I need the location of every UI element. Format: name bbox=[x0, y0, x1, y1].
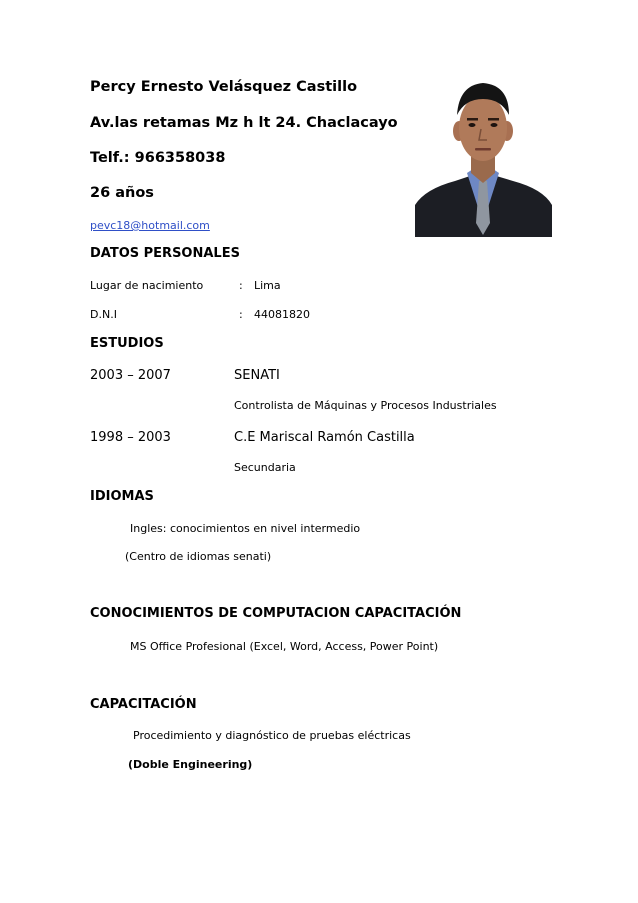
candidate-age: 26 años bbox=[90, 185, 154, 201]
study-school: SENATI bbox=[234, 368, 280, 383]
computing-skills: MS Office Profesional (Excel, Word, Access, Power Point) bbox=[130, 640, 439, 653]
study-years: 1998 – 2003 bbox=[90, 430, 171, 445]
birthplace-label: Lugar de nacimiento bbox=[90, 279, 204, 292]
candidate-name: Percy Ernesto Velásquez Castillo bbox=[90, 79, 358, 95]
languages-heading: IDIOMAS bbox=[90, 489, 154, 504]
studies-heading: ESTUDIOS bbox=[90, 336, 164, 351]
training-provider: (Doble Engineering) bbox=[128, 758, 253, 771]
computing-heading: CONOCIMIENTOS DE COMPUTACION CAPACITACIÓN bbox=[90, 606, 462, 621]
portrait-image bbox=[415, 73, 552, 237]
candidate-address: Av.las retamas Mz h lt 24. Chaclacayo bbox=[90, 115, 398, 131]
study-school: C.E Mariscal Ramón Castilla bbox=[234, 430, 415, 445]
training-heading: CAPACITACIÓN bbox=[90, 697, 197, 712]
language-english: Ingles: conocimientos en nivel intermedio bbox=[130, 522, 361, 535]
study-detail: Secundaria bbox=[234, 461, 296, 474]
birthplace-value: Lima bbox=[254, 279, 281, 292]
language-institute: (Centro de idiomas senati) bbox=[125, 550, 272, 563]
candidate-phone: Telf.: 966358038 bbox=[90, 150, 226, 166]
training-course: Procedimiento y diagnóstico de pruebas eléctricas bbox=[133, 729, 411, 742]
dni-separator: : bbox=[239, 308, 243, 321]
study-detail: Controlista de Máquinas y Procesos Industriales bbox=[234, 399, 497, 412]
personal-data-heading: DATOS PERSONALES bbox=[90, 246, 240, 261]
candidate-photo bbox=[415, 73, 552, 237]
study-years: 2003 – 2007 bbox=[90, 368, 171, 383]
candidate-email-link[interactable]: pevc18@hotmail.com bbox=[90, 219, 210, 232]
dni-value: 44081820 bbox=[254, 308, 310, 321]
birthplace-separator: : bbox=[239, 279, 243, 292]
dni-label: D.N.I bbox=[90, 308, 117, 321]
